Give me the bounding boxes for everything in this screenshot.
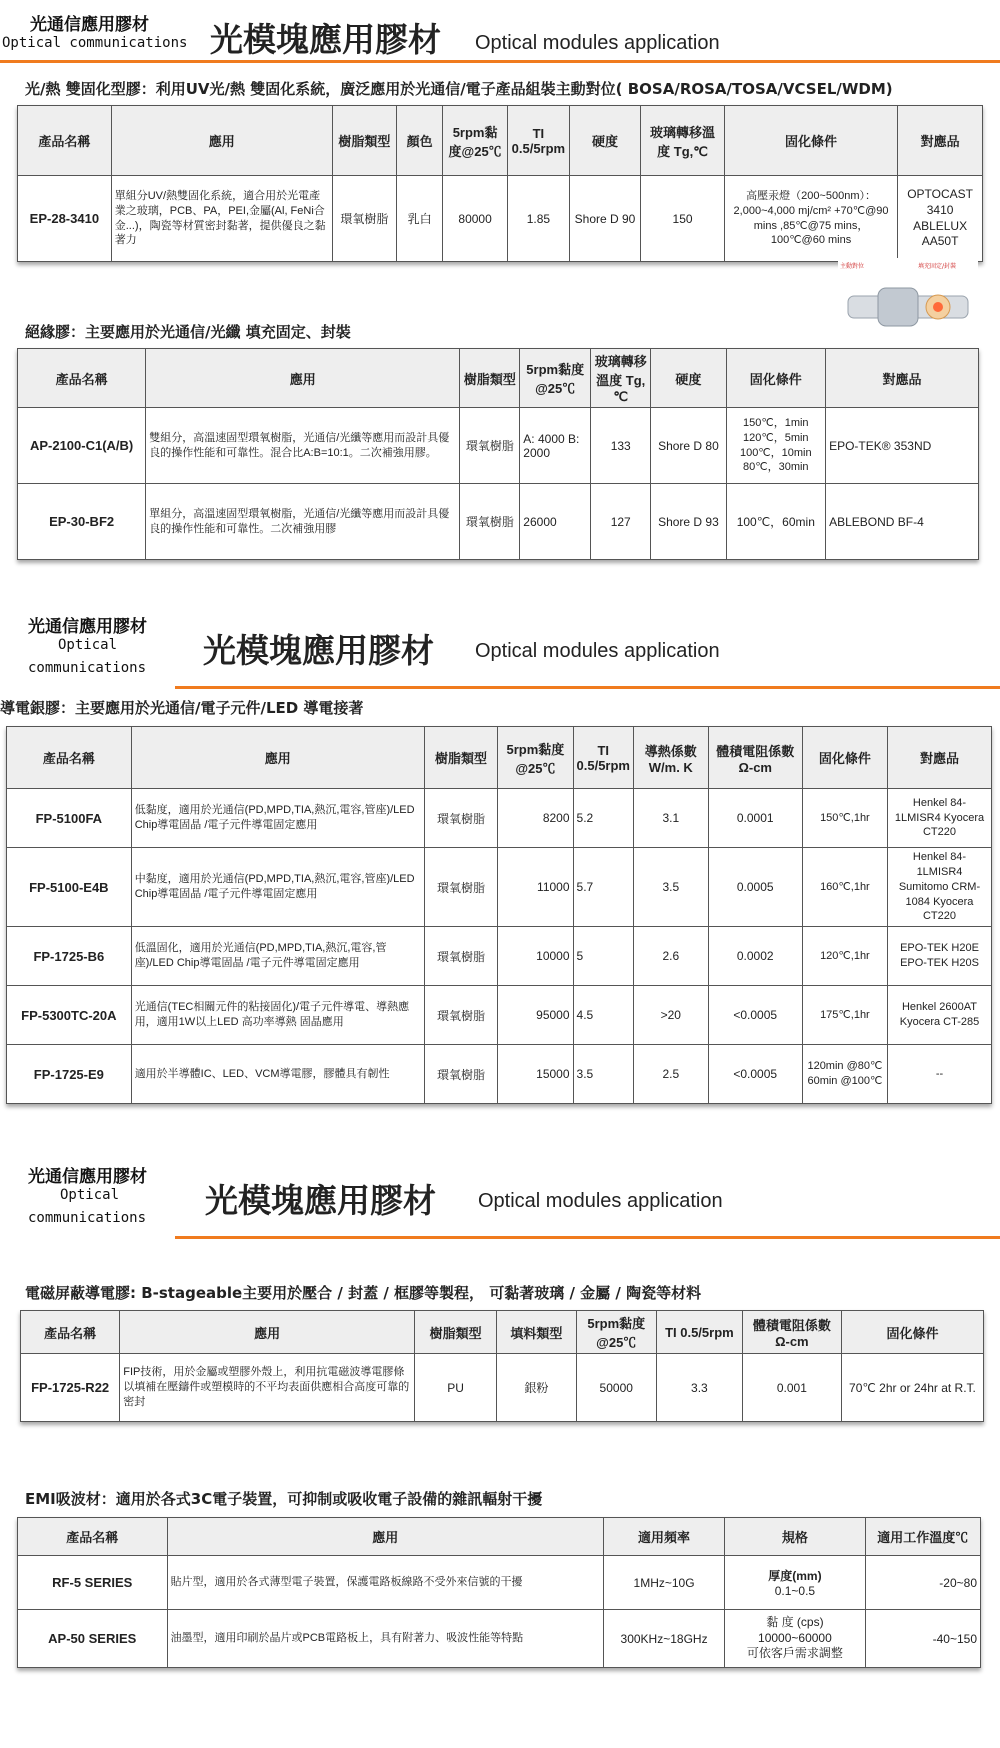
s3-th-name: 產品名稱 (7, 727, 132, 789)
s3-r1-ti: 5.7 (573, 848, 633, 927)
s3-r3-app: 光通信(TEC相關元件的粘接固化)/電子元件導電、導熱應用，適用1W以上LED 高功率導熱 固晶應用 (131, 986, 424, 1045)
s1-th-app: 應用 (111, 106, 332, 176)
s3-r2-tc: 2.6 (633, 927, 708, 986)
page-title-en: Optical modules application (478, 1190, 723, 1212)
s3-r3-cure: 175℃,1hr (802, 986, 887, 1045)
s4-th-visc: 5rpm黏度@25℃ (576, 1311, 656, 1354)
header-zh-small: 光通信應用膠材 (28, 617, 147, 637)
s1-th-cure: 固化條件 (724, 106, 897, 176)
s5-th-freq: 適用頻率 (603, 1518, 724, 1556)
header-en-small-1: Optical (58, 637, 118, 653)
s3-r4-ti: 3.5 (573, 1045, 633, 1104)
product-illustration (838, 258, 978, 338)
s2-r1-tg: 127 (591, 484, 651, 560)
s5-r0-spec-title: 厚度(mm) (768, 1569, 822, 1583)
s1-r0-color: 乳白 (396, 176, 442, 262)
header-en-small: Optical communications (2, 35, 188, 51)
s5-r1-spec-title: 黏 度 (cps) (766, 1615, 824, 1630)
inset-label-1: 主動對位 (840, 263, 865, 270)
s5-r1-spec-note: 可依客戶需求調整 (746, 1646, 843, 1661)
inset-label-2: 填充固定/封裝 (918, 263, 957, 270)
table-row (18, 484, 979, 560)
s3-r0-resin: 環氧樹脂 (424, 789, 498, 848)
s4-r0-filler: 銀粉 (497, 1354, 576, 1422)
s2-r0-equiv: EPO-TEK® 353ND (826, 408, 979, 484)
table-row (7, 848, 992, 927)
section2-subtitle: 絕緣膠：主要應用於光通信/光纖 填充固定、封裝 (25, 323, 351, 341)
s5-r1-name: AP-50 SERIES (18, 1610, 168, 1668)
s3-r0-equiv: Henkel 84-1LMISR4 Kyocera CT220 (887, 789, 991, 848)
section4-table (20, 1310, 984, 1422)
s3-r3-visc: 95000 (498, 986, 573, 1045)
header-2 (0, 610, 1000, 676)
section1-subtitle: 光/熱 雙固化型膠：利用UV光/熱 雙固化系統，廣泛應用於光通信/電子產品組裝主動對位( BOSA/ROSA/TOSA/VCSEL/WDM) (25, 80, 893, 98)
s3-th-cure: 固化條件 (802, 727, 887, 789)
header-3 (0, 1160, 1000, 1226)
s4-th-vr: 體積電阻係數Ω-cm (742, 1311, 841, 1354)
s4-th-ti: TI 0.5/5rpm (656, 1311, 742, 1354)
table-row (18, 1610, 981, 1668)
header-en-small-1: Optical (60, 1187, 120, 1203)
page-title-zh: 光模塊應用膠材 (205, 1181, 436, 1220)
s5-th-spec: 規格 (725, 1518, 865, 1556)
s5-r0-temp: -20~80 (865, 1556, 980, 1610)
page-title-en: Optical modules application (475, 640, 720, 662)
s2-r1-hard: Shore D 93 (651, 484, 726, 560)
s2-r0-name: AP-2100-C1(A/B) (18, 408, 146, 484)
table-row (7, 927, 992, 986)
s2-r0-cure: 150℃，1min 120℃，5min 100℃，10min 80℃，30min (726, 408, 826, 484)
table-row (7, 986, 992, 1045)
s4-th-cure: 固化條件 (841, 1311, 983, 1354)
s3-r3-equiv: Henkel 2600AT Kyocera CT-285 (887, 986, 991, 1045)
header-1 (0, 0, 1000, 60)
s5-r1-spec: 10000~60000 (758, 1630, 832, 1645)
s2-r0-resin: 環氧樹脂 (460, 408, 520, 484)
page-title-en: Optical modules application (475, 32, 720, 54)
s1-th-visc: 5rpm黏度@25℃ (443, 106, 508, 176)
s2-th-app: 應用 (146, 349, 460, 408)
s3-r4-cure: 120min @80℃ 60min @100℃ (802, 1045, 887, 1104)
s5-r1-app: 油墨型，適用印刷於晶片或PCB電路板上，具有附著力、吸波性能等特點 (167, 1610, 603, 1668)
section3-table (6, 726, 992, 1104)
s4-r0-app: FIP技術，用於金屬或塑膠外殼上，利用抗電磁波導電膠條以填補在壓鑄件或塑模時的不平均表面供應相合高度可靠的密封 (120, 1354, 415, 1422)
s2-r0-app: 雙組分，高溫速固型環氧樹脂，光通信/光纖等應用而設計具優良的操作性能和可靠性。混合比A:B=10:1。二次補強用膠。 (146, 408, 460, 484)
s5-r0-name: RF-5 SERIES (18, 1556, 168, 1610)
s3-th-ti: TI 0.5/5rpm (573, 727, 633, 789)
s4-th-filler: 填料類型 (497, 1311, 576, 1354)
s1-r0-app: 單組分UV/熱雙固化系統，適合用於光電產業之玻璃，PCB、PA，PEI,金屬(Al, FeNi合金...)，陶瓷等材質密封黏著，提供優良之黏著力 (111, 176, 332, 262)
s3-r4-app: 適用於半導體IC、LED、VCM導電膠，膠體具有韌性 (131, 1045, 424, 1104)
header-divider (0, 60, 1000, 63)
page-title-zh: 光模塊應用膠材 (203, 631, 434, 670)
s5-r1-freq: 300KHz~18GHz (603, 1610, 724, 1668)
s3-r1-cure: 160℃,1hr (802, 848, 887, 927)
s3-th-resin: 樹脂類型 (424, 727, 498, 789)
s1-th-tg: 玻璃轉移溫度 Tg,℃ (641, 106, 725, 176)
header-divider (175, 1236, 1000, 1239)
s3-r2-cure: 120℃,1hr (802, 927, 887, 986)
s1-r0-hard: Shore D 90 (569, 176, 640, 262)
s3-r1-equiv: Henkel 84-1LMISR4 Sumitomo CRM-1084 Kyocera CT220 (887, 848, 991, 927)
s2-th-resin: 樹脂類型 (460, 349, 520, 408)
s4-r0-cure: 70℃ 2hr or 24hr at R.T. (841, 1354, 983, 1422)
s1-r0-equiv: OPTOCAST 3410 ABLELUX AA50T (898, 176, 983, 262)
header-en-small-2: communications (28, 1210, 147, 1226)
s3-th-app: 應用 (131, 727, 424, 789)
s3-r0-cure: 150℃,1hr (802, 789, 887, 848)
header-en-small-2: communications (28, 660, 147, 676)
section5-table (17, 1517, 981, 1668)
header-divider (175, 686, 1000, 689)
section1-table (17, 105, 983, 262)
s5-r0-freq: 1MHz~10G (603, 1556, 724, 1610)
s3-r3-ti: 4.5 (573, 986, 633, 1045)
s1-th-resin: 樹脂類型 (332, 106, 396, 176)
s3-r4-name: FP-1725-E9 (7, 1045, 132, 1104)
s3-r0-tc: 3.1 (633, 789, 708, 848)
s3-r1-resin: 環氧樹脂 (424, 848, 498, 927)
s3-r0-name: FP-5100FA (7, 789, 132, 848)
s5-th-temp: 適用工作溫度℃ (865, 1518, 980, 1556)
s3-th-tc: 導熱係數 W/m. K (633, 727, 708, 789)
table-row (18, 176, 983, 262)
s3-th-equiv: 對應品 (887, 727, 991, 789)
table-row (7, 1045, 992, 1104)
page-title-zh: 光模塊應用膠材 (210, 20, 441, 59)
s5-r0-app: 貼片型，適用於各式薄型電子裝置，保護電路板線路不受外來信號的干擾 (167, 1556, 603, 1610)
s4-r0-name: FP-1725-R22 (21, 1354, 120, 1422)
s2-r0-visc: A: 4000 B: 2000 (520, 408, 591, 484)
s1-r0-ti: 1.85 (507, 176, 569, 262)
s3-r3-name: FP-5300TC-20A (7, 986, 132, 1045)
s1-th-ti: TI 0.5/5rpm (507, 106, 569, 176)
s3-r2-ti: 5 (573, 927, 633, 986)
s3-r3-tc: >20 (633, 986, 708, 1045)
s3-r0-vr: 0.0001 (708, 789, 802, 848)
table-row (21, 1354, 984, 1422)
s2-th-visc: 5rpm黏度@25℃ (520, 349, 591, 408)
section5-subtitle: EMI吸波材：適用於各式3C電子裝置，可抑制或吸收電子設備的雜訊輻射干擾 (25, 1490, 543, 1508)
header-zh-small: 光通信應用膠材 (28, 1167, 147, 1187)
s1-r0-visc: 80000 (443, 176, 508, 262)
s3-th-vr: 體積電阻係數Ω-cm (708, 727, 802, 789)
section2-table (17, 348, 979, 560)
s1-r0-tg: 150 (641, 176, 725, 262)
s2-r0-hard: Shore D 80 (651, 408, 726, 484)
s1-r0-resin: 環氧樹脂 (332, 176, 396, 262)
s1-th-name: 產品名稱 (18, 106, 112, 176)
s3-r2-resin: 環氧樹脂 (424, 927, 498, 986)
s2-r1-resin: 環氧樹脂 (460, 484, 520, 560)
s1-r0-cure: 高壓汞燈（200~500nm）：2,000~4,000 mj/cm² +70℃@90 mins ,85℃@75 mins，100℃@60 mins (724, 176, 897, 262)
s2-th-name: 產品名稱 (18, 349, 146, 408)
s5-th-app: 應用 (167, 1518, 603, 1556)
s4-r0-visc: 50000 (576, 1354, 656, 1422)
s5-r1-temp: -40~150 (865, 1610, 980, 1668)
s1-th-color: 顏色 (396, 106, 442, 176)
s2-r1-app: 單組分，高溫速固型環氧樹脂，光通信/光纖等應用而設計具優良的操作性能和可靠性。二次補強用膠 (146, 484, 460, 560)
s4-th-app: 應用 (120, 1311, 415, 1354)
s3-r1-app: 中黏度，適用於光通信(PD,MPD,TIA,熱沉,電容,管座)/LED Chip導電固晶 /電子元件導電固定應用 (131, 848, 424, 927)
s3-r4-equiv: -- (887, 1045, 991, 1104)
s2-th-hard: 硬度 (651, 349, 726, 408)
s3-r3-vr: <0.0005 (708, 986, 802, 1045)
s3-r1-visc: 11000 (498, 848, 573, 927)
table-row (18, 1556, 981, 1610)
s3-r2-name: FP-1725-B6 (7, 927, 132, 986)
s1-th-equiv: 對應品 (898, 106, 983, 176)
s2-r0-tg: 133 (591, 408, 651, 484)
s2-th-tg: 玻璃轉移溫度 Tg,℃ (591, 349, 651, 408)
s5-r0-spec: 0.1~0.5 (774, 1584, 816, 1598)
section3-subtitle: 導電銀膠：主要應用於光通信/電子元件/LED 導電接著 (0, 699, 364, 717)
s3-r2-visc: 10000 (498, 927, 573, 986)
s3-r2-equiv: EPO-TEK H20E EPO-TEK H20S (887, 927, 991, 986)
s1-th-hard: 硬度 (569, 106, 640, 176)
s2-th-cure: 固化條件 (726, 349, 826, 408)
section4-subtitle: 電磁屏蔽導電膠: B-stageable主要用於壓合 / 封蓋 / 框膠等製程， 可黏著玻璃 / 金屬 / 陶瓷等材料 (25, 1284, 702, 1302)
s3-r3-resin: 環氧樹脂 (424, 986, 498, 1045)
s5-th-name: 產品名稱 (18, 1518, 168, 1556)
s2-r1-cure: 100℃，60min (726, 484, 826, 560)
s4-r0-resin: PU (414, 1354, 496, 1422)
s3-r1-name: FP-5100-E4B (7, 848, 132, 927)
s3-r4-tc: 2.5 (633, 1045, 708, 1104)
s3-r4-visc: 15000 (498, 1045, 573, 1104)
s2-r1-name: EP-30-BF2 (18, 484, 146, 560)
s3-r1-vr: 0.0005 (708, 848, 802, 927)
s2-th-equiv: 對應品 (826, 349, 979, 408)
header-zh-small: 光通信應用膠材 (30, 15, 149, 35)
s4-r0-vr: 0.001 (742, 1354, 841, 1422)
s3-r4-vr: <0.0005 (708, 1045, 802, 1104)
s5-r0-spec-cell (725, 1556, 865, 1610)
s2-r1-visc: 26000 (520, 484, 591, 560)
s3-r0-ti: 5.2 (573, 789, 633, 848)
s3-r0-visc: 8200 (498, 789, 573, 848)
s1-r0-name: EP-28-3410 (18, 176, 112, 262)
s4-th-name: 產品名稱 (21, 1311, 120, 1354)
s3-th-visc: 5rpm黏度@25℃ (498, 727, 573, 789)
s3-r2-vr: 0.0002 (708, 927, 802, 986)
s4-r0-ti: 3.3 (656, 1354, 742, 1422)
s4-th-resin: 樹脂類型 (414, 1311, 496, 1354)
table-row (7, 789, 992, 848)
s2-r1-equiv: ABLEBOND BF-4 (826, 484, 979, 560)
s3-r0-app: 低黏度，適用於光通信(PD,MPD,TIA,熱沉,電容,管座)/LED Chip導電固晶 /電子元件導電固定應用 (131, 789, 424, 848)
s3-r4-resin: 環氧樹脂 (424, 1045, 498, 1104)
table-row (18, 408, 979, 484)
s5-r1-spec-cell (725, 1610, 865, 1668)
s3-r2-app: 低溫固化，適用於光通信(PD,MPD,TIA,熱沉,電容,管座)/LED Chip導電固晶 /電子元件導電固定應用 (131, 927, 424, 986)
s3-r1-tc: 3.5 (633, 848, 708, 927)
